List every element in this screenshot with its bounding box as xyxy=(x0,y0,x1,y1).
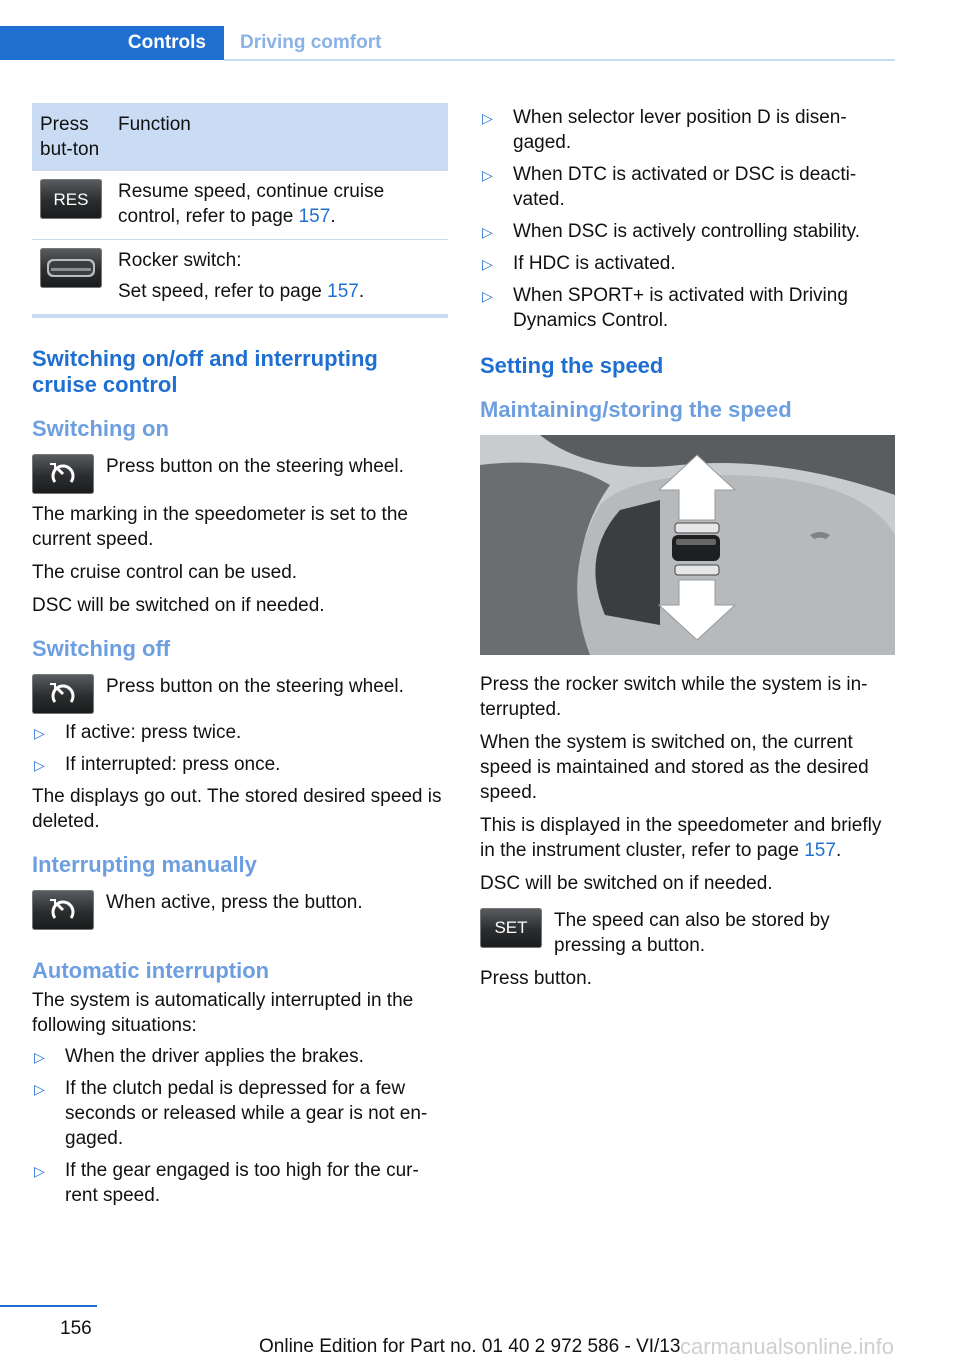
subsection-label: Driving comfort xyxy=(240,32,382,53)
section-tab: Controls xyxy=(0,26,224,60)
table-header-button: Press but-ton xyxy=(32,103,110,171)
list-item: ▷ If HDC is activated. xyxy=(480,251,896,276)
heading-switching-on: Switching on xyxy=(32,416,169,441)
cruise-control-button-icon xyxy=(32,674,94,714)
page-number: 156 xyxy=(60,1318,92,1339)
heading-interrupting-manually: Interrupting manually xyxy=(32,852,257,877)
heading-switching-off: Switching off xyxy=(32,636,171,661)
list-item: ▷ When SPORT+ is activated with Driving Dynamics Control. xyxy=(482,285,848,331)
auto-list-continued xyxy=(480,105,896,333)
list-item: ▷ When the driver applies the brakes. xyxy=(32,1044,448,1069)
triangle-bullet-icon: ▷ xyxy=(34,725,45,741)
steering-wheel-photo xyxy=(480,435,895,655)
list-item: ▷ When DTC is activated or DSC is deacti-vated. xyxy=(482,164,857,210)
footer-rule xyxy=(0,1305,97,1307)
table-cell: Rocker switch: Set speed, refer to page 157. xyxy=(110,240,448,317)
switch-off-instruction: Press button on the steering wheel. xyxy=(32,674,448,714)
triangle-bullet-icon: ▷ xyxy=(34,1049,45,1065)
auto-list xyxy=(32,1044,448,1208)
left-column: Press but-ton Function RES Resume speed, continue cruise control, refer to page 157. Rocker switch: Set speed, refer to page 157. Switching on/off and interrupting cruise control Switching on Press button on the steering wheel. The marking in the speedometer is set to the current speed. The cruise control can be used. DSC will be switched on if needed. Switching off Press button on the steering wheel. ▷ If active: press twice. ▷ If interrupted: press once. The displays go out. The stored desired speed is deleted. Interrupting manually When active, press the button. Automatic interruption The system is automatically interrupted in the following situations: ▷ When the driver applies the brakes. ▷ If the clutch pedal is depressed for a few seconds or released while a gear is not en-gaged. ▷ If the gear engaged is too high for the cur-rent speed. xyxy=(32,103,448,1215)
triangle-bullet-icon: ▷ xyxy=(482,288,493,304)
header-bar xyxy=(0,26,895,62)
triangle-bullet-icon: ▷ xyxy=(482,167,493,183)
cruise-control-button-icon xyxy=(32,890,94,930)
triangle-bullet-icon: ▷ xyxy=(482,256,493,272)
heading-setting-speed: Setting the speed xyxy=(480,353,664,378)
function-table xyxy=(32,103,448,318)
right-column: ▷ When selector lever position D is disen-gaged. ▷ When DTC is activated or DSC is deacti-vated. ▷ When DSC is actively controlling stability. ▷ If HDC is activated. ▷ When SPORT+ is activated with Driving Dynamics Control. Setting the speed Maintaining/storing the speed Press the rocker switch while the system is in-terrupted. When the system is switched on, the current speed is maintained and stored as the desired speed. This is displayed in the speedometer and briefly in the instrument cluster, refer to page 157. DSC will be switched on if needed. SET The speed can also be stored by pressing a button. Press button. xyxy=(480,103,896,991)
page-link[interactable]: 157 xyxy=(298,206,331,227)
heading-automatic-interruption: Automatic interruption xyxy=(32,958,270,983)
watermark: carmanualsonline.info xyxy=(680,1334,895,1359)
table-cell: Resume speed, continue cruise control, refer to page 157. xyxy=(110,171,448,240)
cruise-control-button-icon xyxy=(32,454,94,494)
list-item: ▷ When selector lever position D is disen-gaged. xyxy=(482,107,847,153)
table-row xyxy=(32,171,448,240)
page-link[interactable]: 157 xyxy=(327,281,359,302)
table-row xyxy=(32,240,448,317)
off-list xyxy=(32,720,448,777)
res-button-icon: RES xyxy=(40,179,102,219)
list-item: ▷ If interrupted: press once. xyxy=(32,752,448,777)
list-item: ▷ If the clutch pedal is depressed for a few seconds or released while a gear is not en-gaged. xyxy=(34,1078,428,1149)
list-item: ▷ If active: press twice. xyxy=(32,720,448,745)
page-link[interactable]: 157 xyxy=(804,840,836,861)
edition-text: Online Edition for Part no. 01 40 2 972 586 - VI/13 xyxy=(259,1336,681,1357)
triangle-bullet-icon: ▷ xyxy=(482,224,493,240)
list-item: ▷ If the gear engaged is too high for the cur-rent speed. xyxy=(34,1160,419,1206)
triangle-bullet-icon: ▷ xyxy=(482,110,493,126)
set-instruction: SET The speed can also be stored by pressing a button. xyxy=(480,908,896,958)
switch-on-instruction: Press button on the steering wheel. xyxy=(32,454,448,494)
heading-switching: Switching on/off and interrupting cruise control xyxy=(32,346,378,397)
triangle-bullet-icon: ▷ xyxy=(34,757,45,773)
header-rule xyxy=(224,59,895,61)
list-item: ▷ When DSC is actively controlling stability. xyxy=(480,219,896,244)
triangle-bullet-icon: ▷ xyxy=(34,1081,45,1097)
triangle-bullet-icon: ▷ xyxy=(34,1163,45,1179)
heading-maintaining-speed: Maintaining/storing the speed xyxy=(480,397,792,422)
manual-instruction: When active, press the button. xyxy=(32,890,448,930)
set-button-icon: SET xyxy=(480,908,542,948)
table-header-function: Function xyxy=(110,103,448,171)
rocker-switch-icon xyxy=(40,248,102,288)
